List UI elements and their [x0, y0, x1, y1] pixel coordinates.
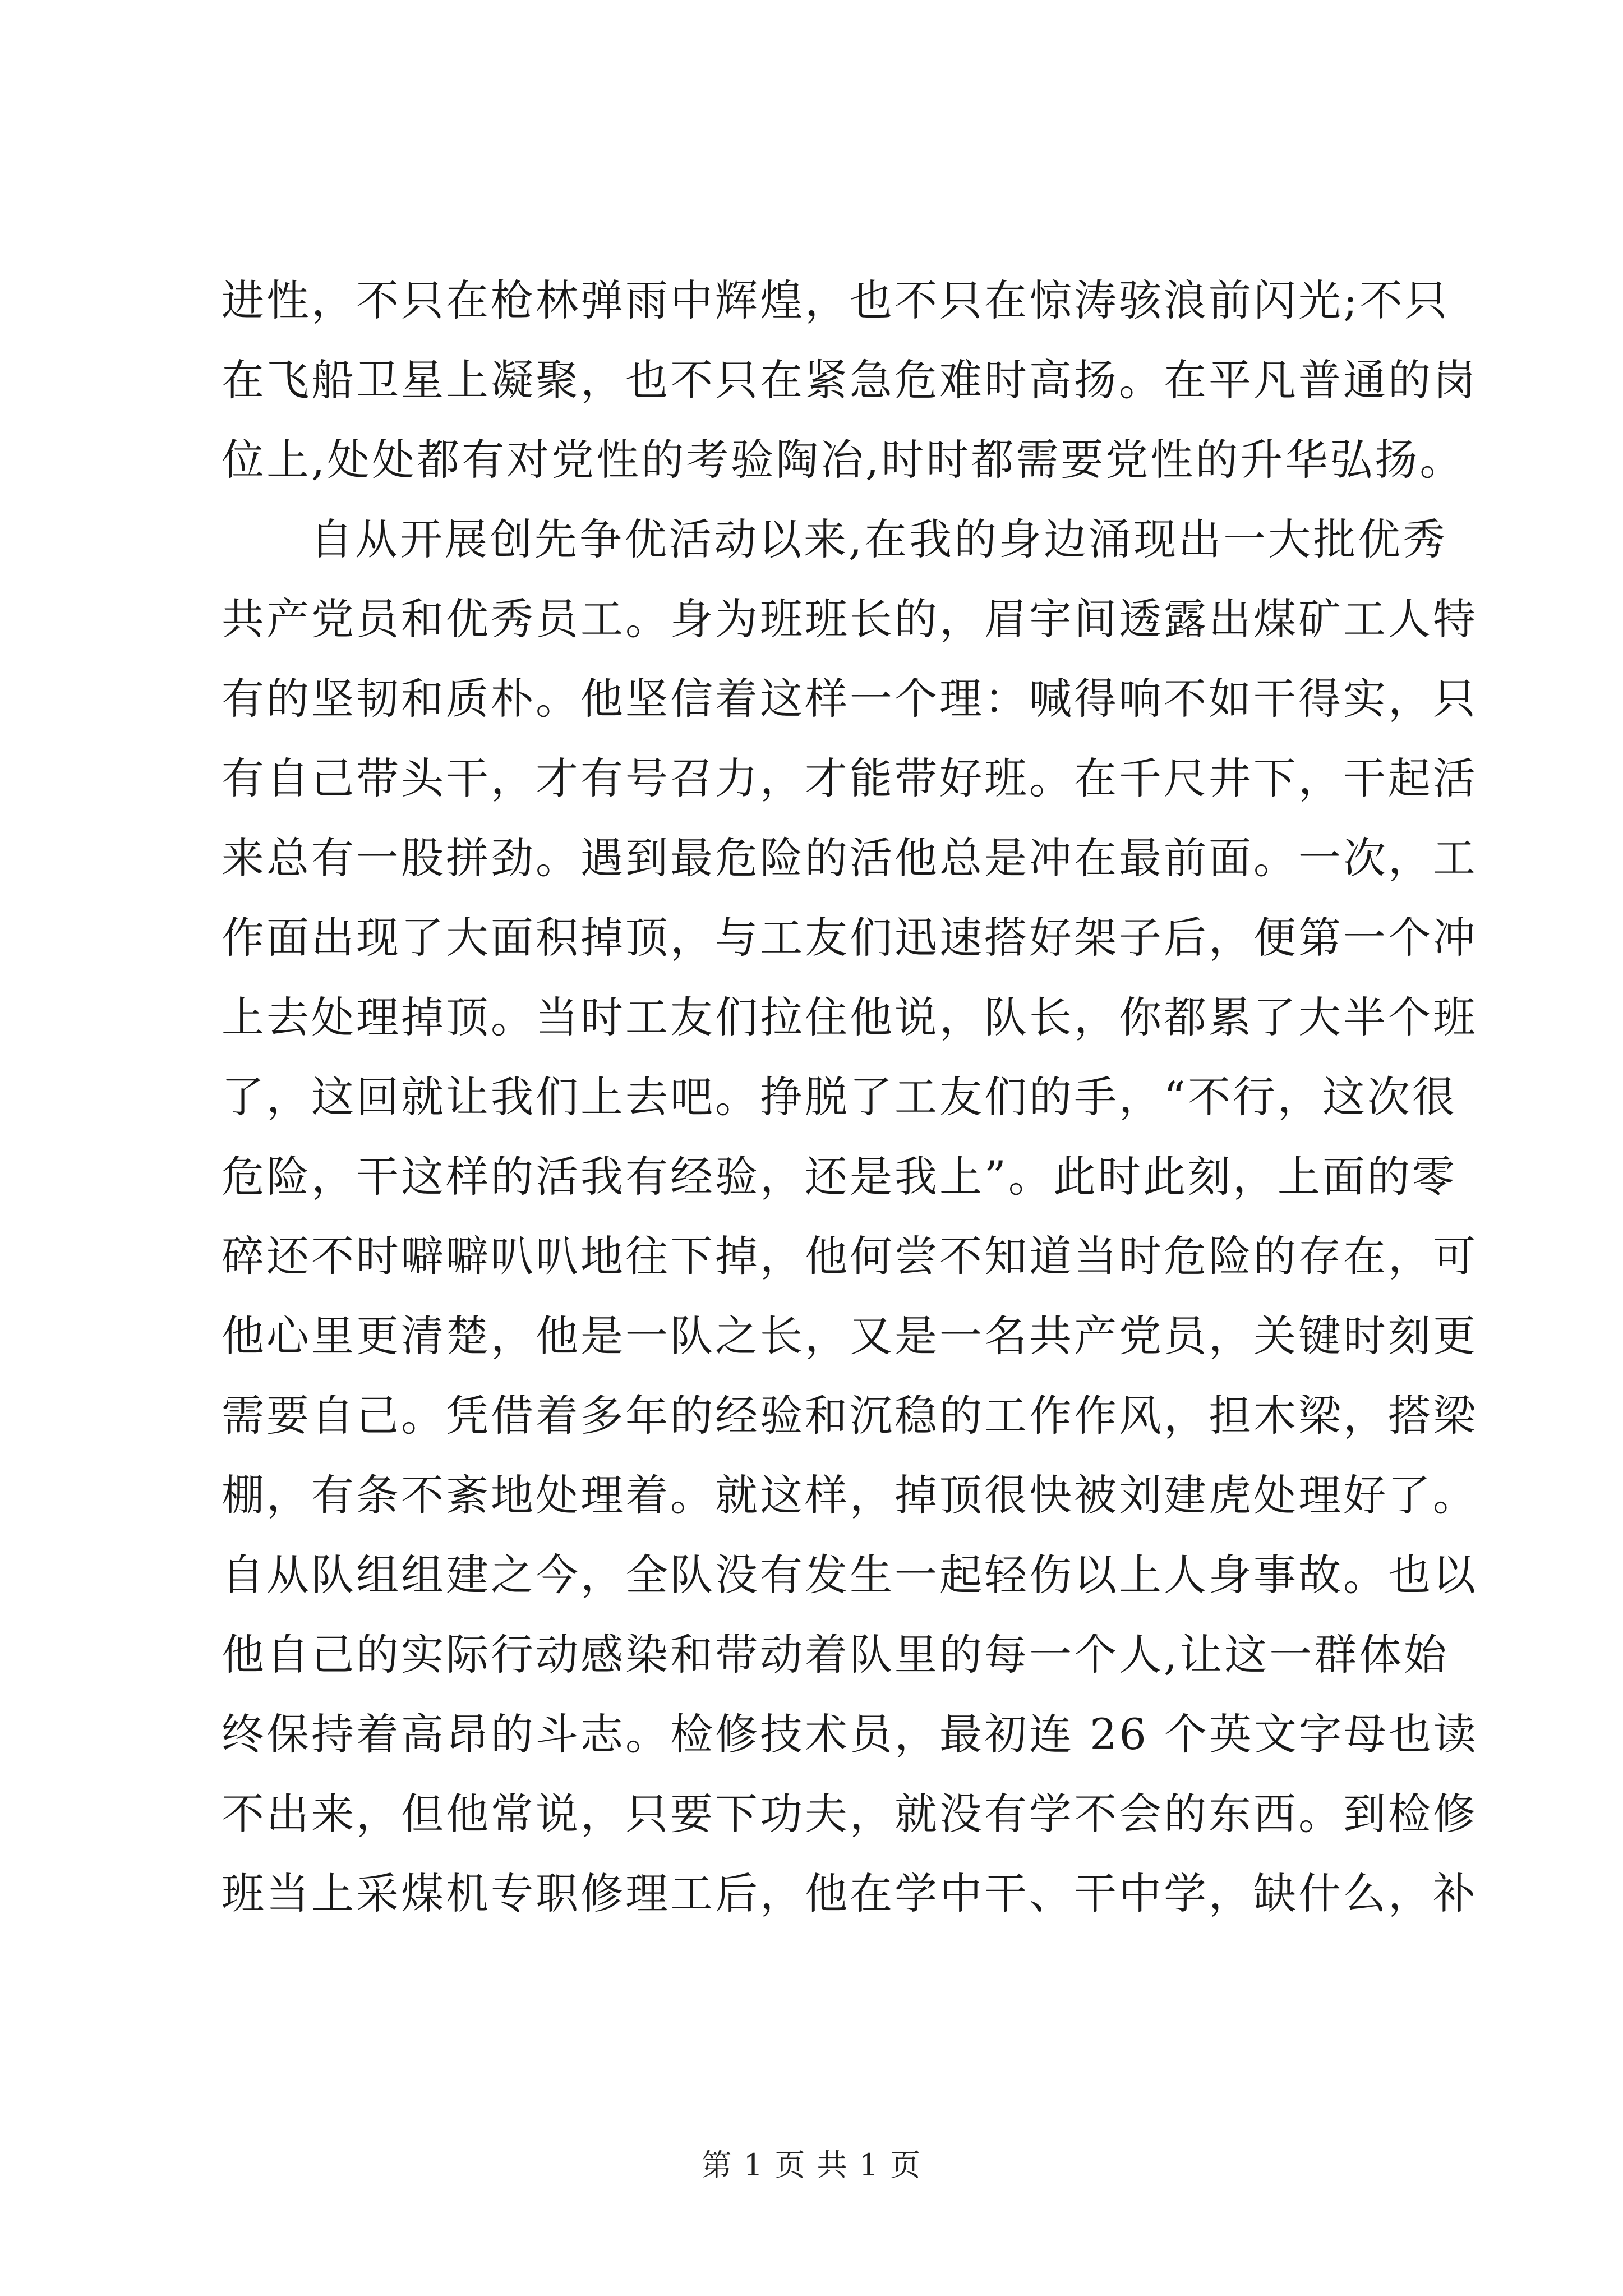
- text-line: 有自己带头干，才有号召力，才能带好班。在千尺井下，干起活: [222, 753, 1478, 803]
- text-line: 在飞船卫星上凝聚，也不只在紧急危难时高扬。在平凡普通的岗: [222, 355, 1478, 405]
- text-line: 他心里更清楚，他是一队之长，又是一名共产党员，关键时刻更: [222, 1311, 1478, 1361]
- text-line: 有的坚韧和质朴。他坚信着这样一个理：喊得响不如干得实，只: [222, 674, 1478, 724]
- text-line: 不出来，但他常说，只要下功夫，就没有学不会的东西。到检修: [222, 1789, 1478, 1839]
- text-line: 棚，有条不紊地处理着。就这样，掉顶很快被刘建虎处理好了。: [222, 1470, 1478, 1520]
- text-line: 终保持着高昂的斗志。检修技术员，最初连 26 个英文字母也读: [222, 1709, 1479, 1759]
- text-line: 自从开展创先争优活动以来,在我的身边涌现出一大批优秀: [310, 514, 1448, 564]
- text-line: 危险，干这样的活我有经验，还是我上”。此时此刻，上面的零: [222, 1152, 1457, 1202]
- text-line: 作面出现了大面积掉顶，与工友们迅速搭好架子后，便第一个冲: [222, 913, 1478, 963]
- page-number-footer: 第 1 页 共 1 页: [701, 2147, 922, 2183]
- text-line: 班当上采煤机专职修理工后，他在学中干、干中学，缺什么，补: [222, 1869, 1478, 1918]
- text-line: 自从队组组建之今，全队没有发生一起轻伤以上人身事故。也以: [222, 1550, 1478, 1600]
- text-line: 进性，不只在枪林弹雨中辉煌，也不只在惊涛骇浪前闪光;不只: [222, 275, 1450, 325]
- text-line: 需要自己。凭借着多年的经验和沉稳的工作作风，担木梁，搭梁: [222, 1391, 1478, 1441]
- text-line: 位上,处处都有对党性的考验陶冶,时时都需要党性的升华弘扬。: [222, 435, 1465, 485]
- text-line: 碎还不时噼噼叭叭地往下掉，他何尝不知道当时危险的存在，可: [222, 1231, 1478, 1281]
- text-line: 了，这回就让我们上去吧。挣脱了工友们的手，“不行，这次很: [222, 1072, 1457, 1122]
- document-body: [222, 261, 1479, 1934]
- text-line: 共产党员和优秀员工。身为班班长的，眉宇间透露出煤矿工人特: [222, 594, 1478, 644]
- text-line: 来总有一股拼劲。遇到最危险的活他总是冲在最前面。一次，工: [222, 833, 1478, 883]
- text-line: 上去处理掉顶。当时工友们拉住他说，队长，你都累了大半个班: [222, 992, 1478, 1042]
- text-line: 他自己的实际行动感染和带动着队里的每一个人,让这一群体始: [222, 1630, 1449, 1680]
